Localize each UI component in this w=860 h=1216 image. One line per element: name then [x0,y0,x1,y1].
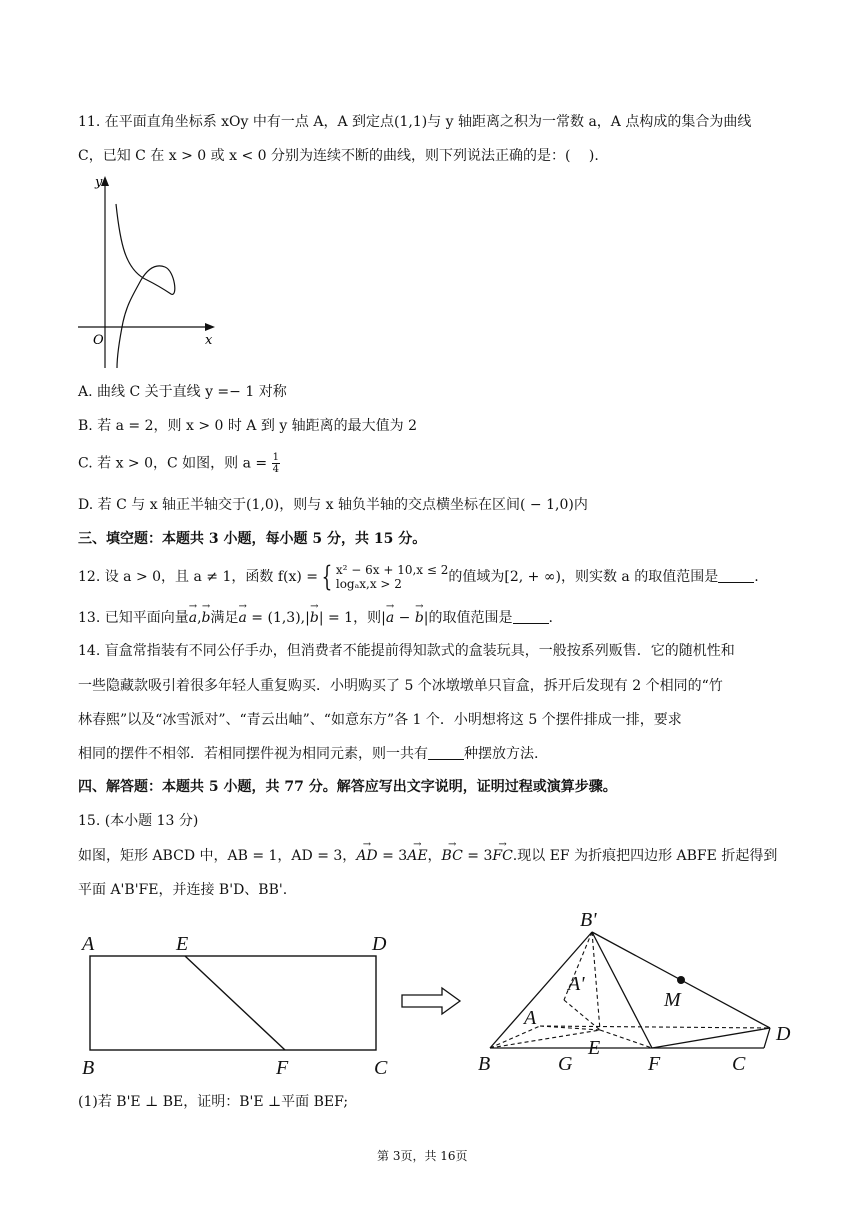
label-F: F [276,1057,289,1079]
q14-line1: 14. 盲盒常指装有不同公仔手办，但消费者不能提前得知款式的盒装玩具，一般按系列贩售．它的随机性和 [78,643,735,659]
q11-option-b: B. 若 a = 2，则 x > 0 时 A 到 y 轴距离的最大值为 2 [78,418,418,434]
vec-ae: → AE [407,846,427,866]
q11-option-c [78,452,788,475]
label-F-folded: F [648,1053,661,1075]
q11-line2: C，已知 C 在 x > 0 或 x < 0 分别为连续不断的曲线，则下列说法正确的是：( ). [78,148,599,164]
section3-heading: 三、填空题：本题共 3 小题，每小题 5 分，共 15 分。 [78,531,427,547]
q11-option-a: A. 曲线 C 关于直线 y =− 1 对称 [78,384,287,400]
label-B: B [82,1057,95,1079]
q11-graph [75,172,220,372]
q12-suffix: 的值域为[2, + ∞)，则实数 a 的取值范围是 [448,569,719,585]
q15-header: 15. (本小题 13 分) [78,813,199,829]
graph-x-label: x [205,333,213,348]
section4-heading: 四、解答题：本题共 5 小题，共 77 分。解答应写出文字说明，证明过程或演算步骤。 [78,779,617,795]
page-footer: 第 3页，共 16页 [377,1149,468,1163]
vec-b-2: → b [310,608,319,628]
vec-b-3: → b [415,608,424,628]
q13-blank [513,609,549,624]
label-D-folded: D [776,1023,791,1045]
q15-part1: (1)若 B'E ⊥ BE，证明：B'E ⊥平面 BEF; [78,1094,349,1110]
right-arrow-icon [400,986,464,1016]
q15-line1: 如图，矩形 ABCD 中，AB = 1，AD = 3，→ AD = 3→ AE，→ BC = 3→ FC.现以 EF 为折痕把四边形 ABFE 折起得到 [78,846,788,866]
vec-b: → b [202,608,211,628]
label-M: M [664,989,681,1011]
graph-origin-label: O [93,333,104,348]
q15-figure-right [474,904,804,1084]
q12: 12. 设 a > 0，且 a ≠ 1，函数 f(x) = { x² − 6x + 10,x ≤ 2 logₐx,x > 2 的值域为[2, + ∞)，则实数 a 的取值范围是 . [78,560,759,593]
q14-blank [428,745,464,760]
q14-line3: 林春熙”以及“冰雪派对”、“青云出岫”、“如意东方”各 1 个．小明想将这 5 个摆件排成一排，要求 [78,712,682,728]
q13: 13. 已知平面向量→ a,→ b满足→ a = (1,3),|→ b| = 1，则|→ a − → b|的取值范围是 . [78,608,788,628]
vec-ad: → AD [356,846,377,866]
point-M [677,976,685,984]
option-c-fraction: $\frac{1}{4}$ [272,452,279,475]
label-Bp: B' [580,909,597,931]
label-Ap: A' [568,973,585,995]
q14-line4: 相同的摆件不相邻．若相同摆件视为相同元素，则一共有 种摆放方法. [78,746,539,762]
label-A-folded: A [524,1007,537,1029]
q12-brace: { [321,560,333,593]
label-B-folded: B [478,1053,491,1075]
label-G: G [558,1053,573,1075]
label-A: A [82,933,95,955]
option-c-prefix: C. 若 x > 0，C 如图，则 a = [78,455,268,472]
label-C: C [374,1057,388,1079]
vec-a: → a [189,608,197,628]
q14-line2: 一些隐藏款吸引着很多年轻人重复购买．小明购买了 5 个冰墩墩单只盲盒，拆开后发现有 2 个相同的“竹 [78,678,723,694]
q15-line2: 平面 A'B'FE，并连接 B'D、BB'. [78,882,288,898]
q12-prefix: 12. 设 a > 0，且 a ≠ 1，函数 f(x) = [78,569,319,585]
q11-option-d: D. 若 C 与 x 轴正半轴交于(1,0)，则与 x 轴负半轴的交点横坐标在区间( − 1,0)内 [78,497,588,513]
q11-line1: 11. 在平面直角坐标系 xOy 中有一点 A，A 到定点(1,1)与 y 轴距离之积为一常数 a，A 点构成的集合为曲线 [78,114,752,130]
label-D: D [372,933,387,955]
vec-a-3: → a [386,608,394,628]
label-E-folded: E [588,1037,601,1059]
vec-fc: → FC [492,846,512,866]
vec-a-2: → a [239,608,247,628]
label-C-folded: C [732,1053,746,1075]
q15-figure-left [80,928,400,1078]
label-E: E [176,933,189,955]
q12-blank [718,568,754,583]
graph-y-label: y [95,175,103,190]
vec-bc: → BC [442,846,463,866]
q12-cases: x² − 6x + 10,x ≤ 2 logₐx,x > 2 [335,563,449,591]
